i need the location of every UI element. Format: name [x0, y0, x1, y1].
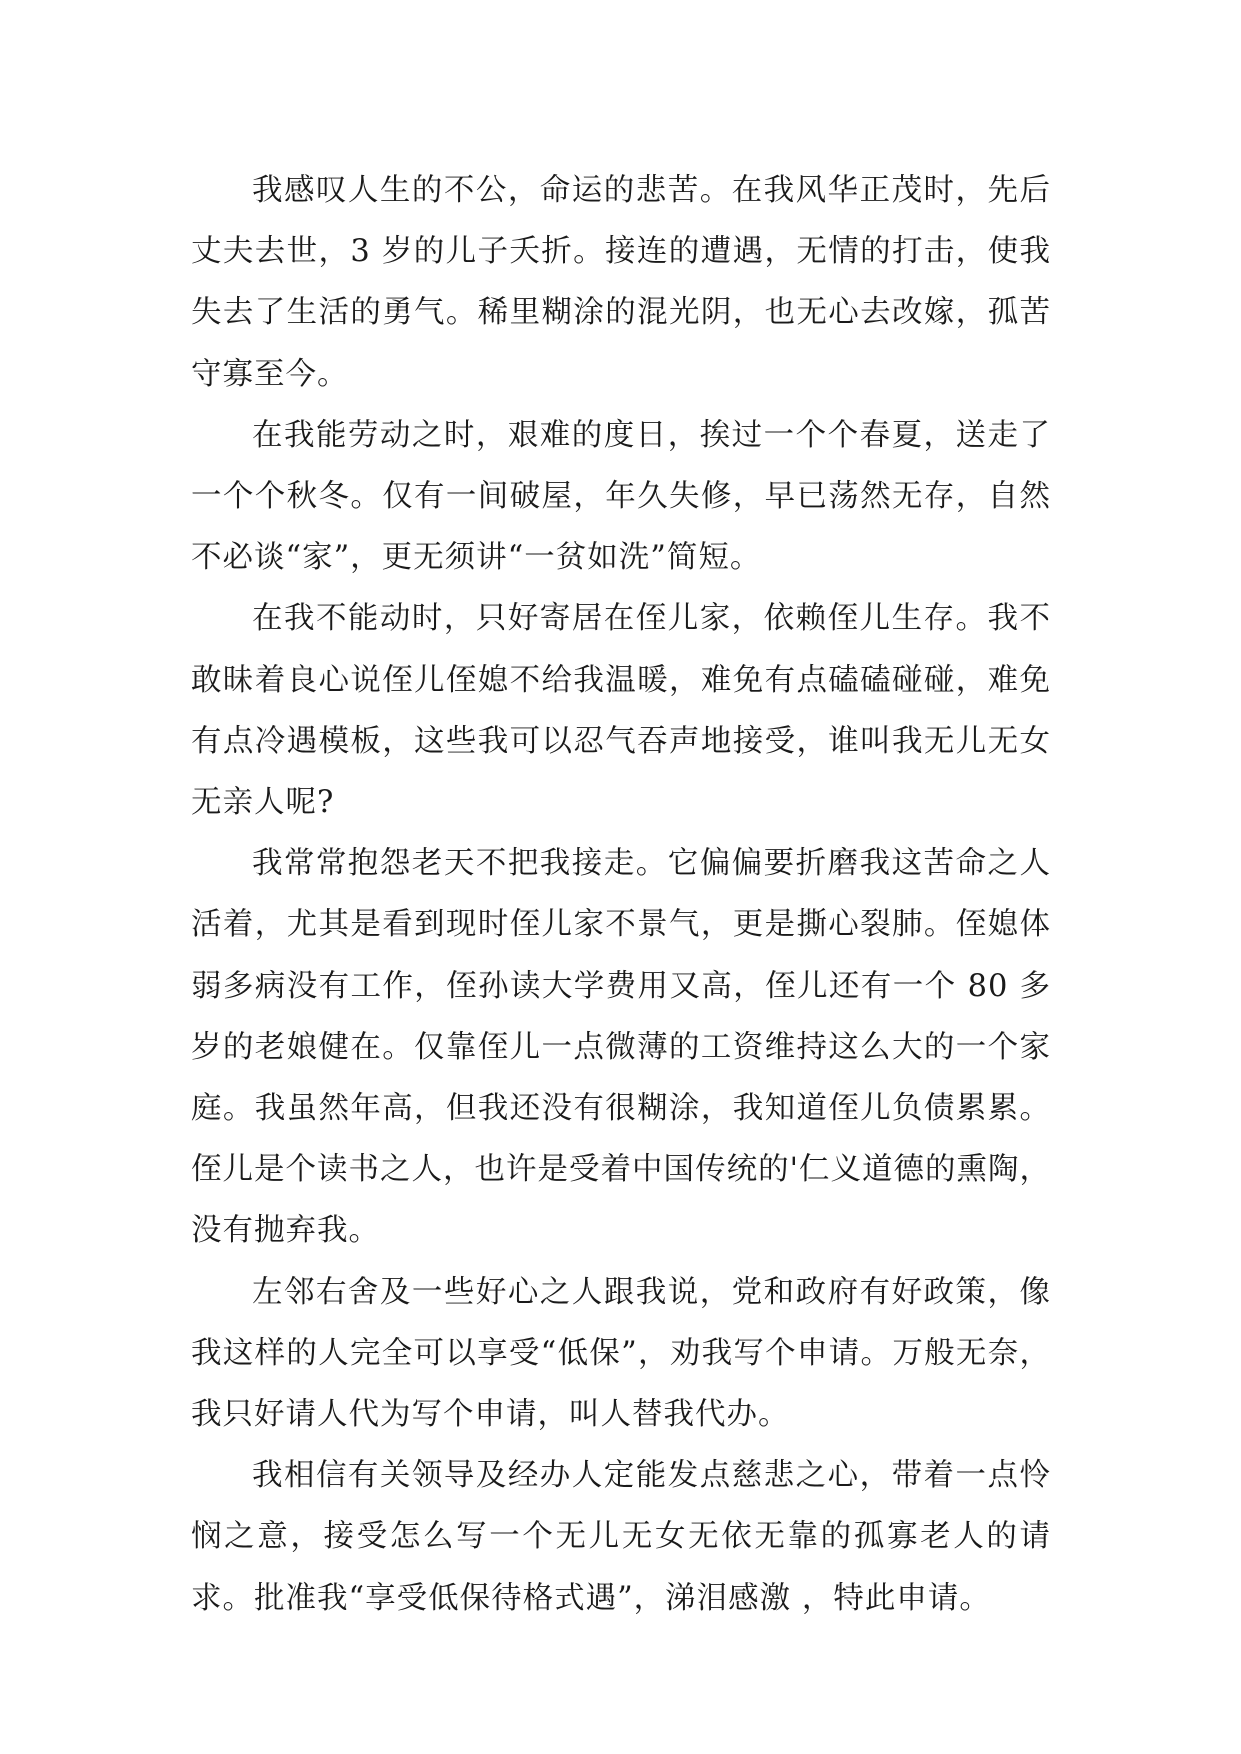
paragraph-1: 我感叹人生的不公，命运的悲苦。在我风华正茂时，先后丈夫去世，3 岁的儿子夭折。接连的遭遇，无情的打击，使我失去了生活的勇气。稀里糊涂的混光阴，也无心去改嫁，孤苦守寡至今。 — [191, 173, 1051, 392]
paragraph-4: 我常常抱怨老天不把我接走。它偏偏要折磨我这苦命之人活着，尤其是看到现时侄儿家不景气，更是撕心裂肺。侄媳体弱多病没有工作，侄孙读大学费用又高，侄儿还有一个 80 多岁的老娘健在。仅靠侄儿一点微薄的工资维持这么大的一个家庭。我虽然年高，但我还没有很糊涂，我知道侄儿负债累累。侄儿是个读书之人，也许是受着中国传统的'仁义道德的熏陶，没有抛弃我。 — [191, 846, 1051, 1249]
paragraph-5: 左邻右舍及一些好心之人跟我说，党和政府有好政策，像我这样的人完全可以享受“低保”，劝我写个申请。万般无奈，我只好请人代为写个申请，叫人替我代办。 — [191, 1274, 1051, 1433]
paragraph-3: 在我不能动时，只好寄居在侄儿家，依赖侄儿生存。我不敢昧着良心说侄儿侄媳不给我温暖，难免有点磕磕碰碰，难免有点冷遇模板，这些我可以忍气吞声地接受，谁叫我无儿无女无亲人呢? — [191, 601, 1051, 821]
paragraph-6: 我相信有关领导及经办人定能发点慈悲之心，带着一点怜悯之意，接受怎么写一个无儿无女无依无靠的孤寡老人的请求。批准我“享受低保待格式遇”，涕泪感激 ，特此申请。 — [191, 1458, 1051, 1616]
paragraph-2: 在我能劳动之时，艰难的度日，挨过一个个春夏，送走了一个个秋冬。仅有一间破屋，年久失修，早已荡然无存，自然不必谈“家”，更无须讲“一贫如洗”简短。 — [191, 417, 1051, 576]
document-body — [191, 160, 1051, 1629]
